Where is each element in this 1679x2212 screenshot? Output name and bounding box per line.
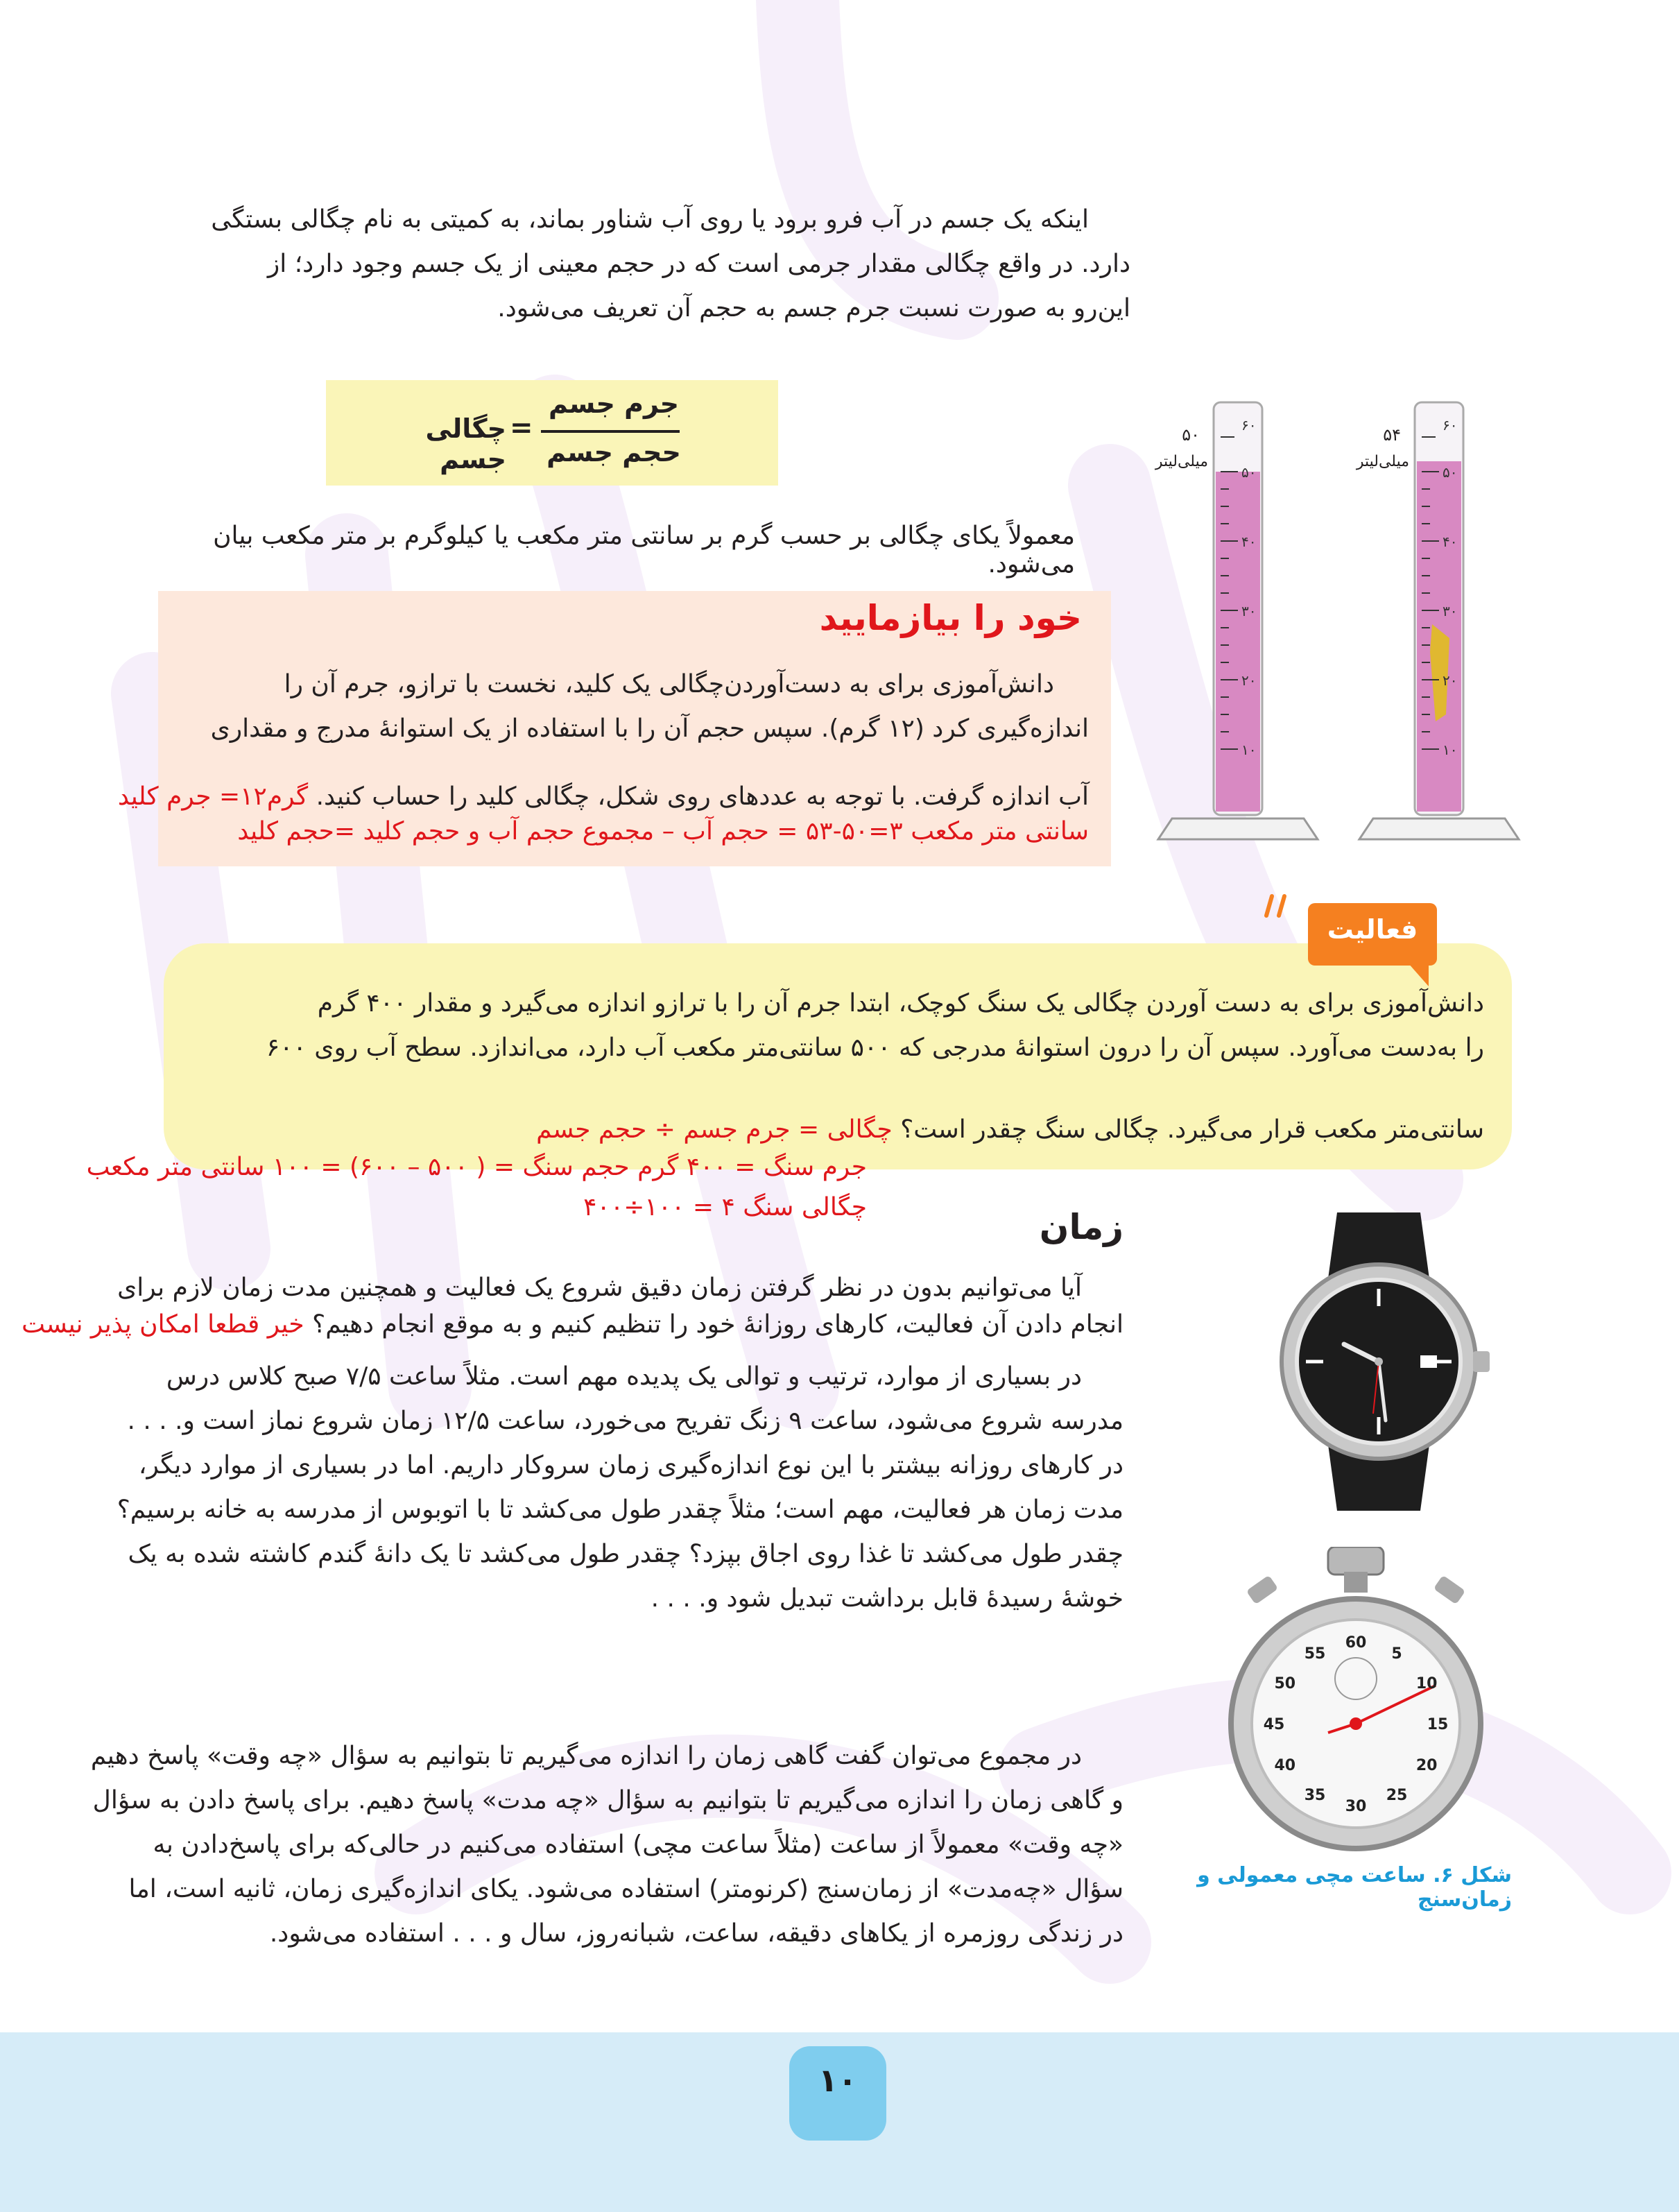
self-test-text: [187, 662, 1089, 751]
fraction-bar: [541, 430, 680, 433]
time-line: در بسیاری از موارد، ترتیب و توالی یک پدیده مهم است. مثلاً ساعت ۷/۵ صبح کلاس درس: [166, 1362, 1082, 1391]
stopwatch-number: 40: [1274, 1757, 1296, 1774]
formula-numerator: جرم جسم: [549, 388, 679, 419]
time-line: آیا می‌توانیم بدون در نظر گرفتن زمان دقیق شروع یک فعالیت و همچنین مدت زمان لازم برای: [117, 1274, 1082, 1302]
activity-line: سانتی‌متر مکعب قرار می‌گیرد. چگالی سنگ چقدر است؟: [900, 1115, 1484, 1144]
left-scale-mark: ۵۰: [1241, 464, 1257, 481]
units-line: معمولاً یکای چگالی بر حسب گرم بر سانتی متر مکعب یا کیلوگرم بر متر مکعب بیان می‌شود.: [213, 522, 1075, 578]
activity-text: [208, 981, 1484, 1070]
activity-line: دانش‌آموزی برای به دست آوردن چگالی یک سنگ کوچک، ابتدا جرم آن را با ترازو اندازه می‌گیرد و مقدار ۴۰۰ گرم: [317, 989, 1484, 1018]
wristwatch-image: [1247, 1212, 1510, 1511]
section-title-time: زمان: [1039, 1207, 1123, 1247]
left-scale-mark: ۲۰: [1241, 672, 1257, 689]
right-scale-mark: ۱۰: [1443, 741, 1458, 758]
activity-answer-line: جرم سنگ = ۴۰۰ گرم حجم سنگ = ( ۵۰۰ – ۶۰۰) = ۱۰۰ سانتی متر مکعب: [86, 1153, 867, 1181]
self-test-title: خود را بیازمایید: [819, 598, 1082, 638]
time-line: خوشهٔ رسیدهٔ قابل برداشت تبدیل شود و. . . .: [651, 1584, 1123, 1613]
time-paragraph-2: [117, 1355, 1123, 1621]
stopwatch-number: 50: [1274, 1675, 1296, 1692]
time-line-with-answer: [14, 1310, 1123, 1339]
activity-answer-line: چگالی سنگ ۴ = ۱۰۰÷۴۰۰: [583, 1193, 867, 1221]
activity-line: را به‌دست می‌آورد. سپس آن را درون استوانهٔ مدرجی که ۵۰۰ سانتی‌متر مکعب آب دارد، می‌اندازد. سطح آب روی ۶۰۰: [266, 1034, 1484, 1062]
stopwatch-number: 45: [1263, 1716, 1285, 1733]
time-paragraph-1: [117, 1266, 1123, 1310]
left-volume-value: ۵۰: [1182, 425, 1200, 445]
stopwatch-number: 55: [1304, 1645, 1326, 1663]
right-scale-mark: ۵۰: [1443, 464, 1458, 481]
time-line: مدت زمان هر فعالیت، مهم است؛ مثلاً چقدر طول می‌کشد تا با اتوبوس از مدرسه به خانه برسیم؟: [117, 1495, 1123, 1524]
formula-denominator: حجم جسم: [546, 437, 681, 468]
self-test-line: دانش‌آموزی برای به دست‌آوردن‌چگالی یک کلید، نخست با ترازو، جرم آن را: [284, 670, 1054, 698]
left-volume-unit: میلی‌لیتر: [1155, 453, 1208, 470]
time-line: در زندگی روزمره از یکاهای دقیقه، ساعت، شبانه‌روز، سال و . . . استفاده می‌شود.: [269, 1919, 1123, 1948]
stopwatch-number: 10: [1415, 1675, 1438, 1692]
intro-line: اینکه یک جسم در آب فرو برود یا روی آب شناور بماند، به کمیتی به نام چگالی بستگی: [211, 205, 1089, 234]
stopwatch-number: 5: [1391, 1645, 1402, 1663]
stopwatch-number: 60: [1345, 1634, 1367, 1652]
self-test-answer-inline: گرم۱۲= جرم کلید: [117, 782, 309, 811]
stopwatch-number: 35: [1304, 1787, 1326, 1805]
formula-lhs: چگالی جسم: [425, 413, 506, 474]
activity-answer-inline: چگالی = جرم جسم ÷ حجم جسم: [536, 1115, 893, 1144]
time-line: «چه وقت» معمولاً از ساعت (مثلاً ساعت مچی) استفاده می‌کنیم در حالی‌که برای پاسخ‌دادن به: [153, 1831, 1123, 1859]
stopwatch-number: 20: [1415, 1757, 1438, 1774]
self-test-line: اندازه‌گیری کرد (۱۲ گرم). سپس حجم آن را با استفاده از یک استوانهٔ مدرج و مقداری: [210, 714, 1089, 743]
page-number: ۱۰: [818, 2061, 858, 2099]
right-scale-mark: ۲۰: [1443, 672, 1458, 689]
time-answer: خیر قطعا امکان پذیر نیست: [21, 1310, 304, 1339]
time-line: چقدر طول می‌کشد تا غذا روی اجاق بپزد؟ چقدر طول می‌کشد تا یک دانهٔ گندم کاشته شده به یک: [128, 1540, 1123, 1568]
intro-line: دارد. در واقع چگالی مقدار جرمی است که در حجم معینی از یک جسم وجود دارد؛ از: [267, 250, 1130, 278]
intro-paragraph: [153, 198, 1130, 331]
activity-tag-label: فعالیت: [1327, 914, 1418, 945]
stopwatch-number: 25: [1386, 1787, 1408, 1805]
self-test-line: آب اندازه گرفت. با توجه به عددهای روی شکل، چگالی کلید را حساب کنید.: [316, 782, 1089, 811]
figure-caption: شکل ۶. ساعت مچی معمولی و زمان‌سنج: [1197, 1863, 1512, 1912]
left-scale-top: ۶۰: [1241, 417, 1257, 434]
intro-line: این‌رو به صورت نسبت جرم جسم به حجم آن تعریف می‌شود.: [497, 294, 1130, 323]
left-scale-mark: ۴۰: [1241, 533, 1257, 550]
time-line: انجام دادن آن فعالیت، کارهای روزانهٔ خود را تنظیم کنیم و به موقع انجام دهیم؟: [312, 1310, 1123, 1339]
right-scale-top: ۶۰: [1443, 417, 1458, 434]
left-scale-mark: ۳۰: [1241, 603, 1257, 619]
time-line: سؤال «چه‌مدت» از زمان‌سنج (کرنومتر) استفاده می‌شود. یکای اندازه‌گیری زمان، ثانیه است، اما: [128, 1875, 1123, 1903]
stopwatch-image: [1207, 1547, 1505, 1852]
time-line: در مجموع می‌توان گفت گاهی زمان را اندازه می‌گیریم تا بتوانیم به سؤال «چه وقت» پاسخ دهیم: [90, 1742, 1082, 1770]
self-test-last-line: [76, 782, 1089, 811]
right-volume-unit: میلی‌لیتر: [1356, 453, 1409, 470]
time-line: در کارهای روزانه بیشتر با این نوع اندازه‌گیری زمان سروکار داریم. اما در بسیاری از موارد دیگر،: [138, 1451, 1123, 1480]
left-scale-mark: ۱۰: [1241, 741, 1257, 758]
activity-last-line: [208, 1115, 1484, 1144]
activity-deco-icon: [1259, 888, 1301, 929]
right-scale-mark: ۴۰: [1443, 533, 1458, 550]
stopwatch-number: 15: [1427, 1716, 1449, 1733]
time-line: مدرسه شروع می‌شود، ساعت ۹ زنگ تفریح می‌خورد، ساعت ۱۲/۵ زمان شروع نماز است و. . . .: [127, 1407, 1123, 1435]
time-line: و گاهی زمان را اندازه می‌گیریم تا بتوانیم به سؤال «چه مدت» پاسخ دهیم. برای پاسخ دادن به سؤال: [92, 1786, 1123, 1815]
right-scale-mark: ۳۰: [1443, 603, 1458, 619]
right-volume-value: ۵۴: [1383, 425, 1401, 445]
graduated-cylinders-figure: [1144, 388, 1588, 853]
time-paragraph-3: [90, 1734, 1123, 1956]
formula-equals: =: [510, 412, 533, 444]
self-test-answer: سانتی متر مکعب ۳=۵۰-۵۳ = حجم آب – مجموع حجم آب و حجم کلید =حجم کلید: [237, 817, 1089, 846]
stopwatch-number: 30: [1345, 1798, 1367, 1815]
